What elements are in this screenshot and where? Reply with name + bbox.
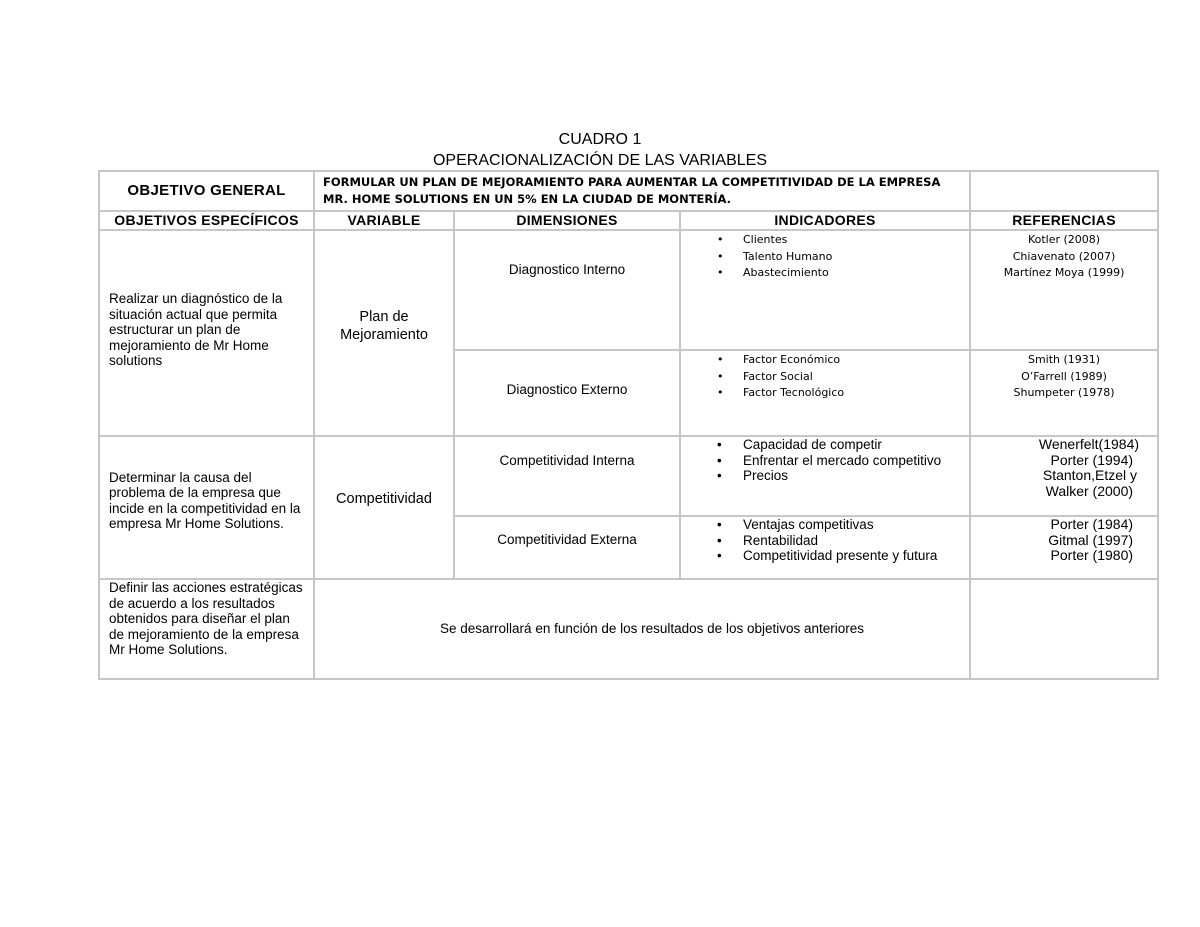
indicator-item: • Abastecimiento (743, 265, 969, 282)
indicator-item: • Clientes (743, 232, 969, 249)
objective-cell: Definir las acciones estratégicas de acuerdo a los resultados obtenidos para diseñar el plan de mejoramiento de la empresa Mr Home Solutions. (99, 579, 314, 679)
reference-item: Shumpeter (1978) (1013, 386, 1115, 399)
operationalization-table (98, 170, 1159, 680)
reference-item: Porter (1994) (1050, 451, 1134, 468)
references-empty-cell (970, 579, 1158, 679)
references-cell (970, 350, 1158, 436)
header-indicators: INDICADORES (680, 211, 970, 230)
dimension-cell: Diagnostico Externo (454, 350, 680, 436)
dimension-cell: Competitividad Externa (454, 516, 680, 579)
reference-item: Gitmal (1997) (1048, 531, 1134, 548)
indicator-item: • Enfrentar el mercado competitivo (743, 453, 969, 469)
header-references: REFERENCIAS (970, 211, 1158, 230)
general-objective-empty (970, 171, 1158, 211)
reference-item: Porter (1984) (1050, 516, 1134, 532)
reference-item: Smith (1931) (1027, 353, 1101, 366)
header-dimensions: DIMENSIONES (454, 211, 680, 230)
reference-item: Walker (2000) (1045, 482, 1134, 499)
indicators-cell (680, 436, 970, 516)
dimension-cell: Competitividad Interna (454, 436, 680, 516)
general-objective-label: OBJETIVO GENERAL (99, 171, 314, 211)
table-row (99, 436, 1158, 516)
note-cell: Se desarrollará en función de los resultados de los objetivos anteriores (314, 579, 970, 679)
table-row (99, 579, 1158, 679)
indicator-item: • Precios (743, 468, 969, 484)
general-objective-text: FORMULAR UN PLAN DE MEJORAMIENTO PARA AUMENTAR LA COMPETITIVIDAD DE LA EMPRESA MR. HOME SOLUTIONS EN UN 5% EN LA CIUDAD DE MONTERÍA. (314, 171, 970, 211)
indicator-item: • Factor Económico (743, 352, 969, 369)
reference-item: Stanton,Etzel y (1042, 467, 1138, 483)
document-subtitle: OPERACIONALIZACIÓN DE LAS VARIABLES (432, 152, 768, 169)
indicators-cell (680, 516, 970, 579)
dimension-cell: Diagnostico Interno (454, 230, 680, 350)
table-row (99, 230, 1158, 350)
indicator-item: • Factor Social (743, 369, 969, 386)
objective-cell (99, 436, 314, 579)
objective-text: Determinar la causa del problema de la empresa que incide en la competitividad en la empresa Mr Home Solutions. (109, 469, 301, 531)
reference-item: Chiavenato (2007) (1012, 249, 1116, 263)
document-title: CUADRO 1 (558, 131, 642, 148)
indicator-item: • Capacidad de competir (743, 437, 969, 453)
indicator-item: • Ventajas competitivas (743, 517, 969, 533)
header-row (99, 211, 1158, 230)
indicator-item: • Competitividad presente y futura (743, 548, 969, 564)
indicators-cell (680, 350, 970, 436)
indicator-list (681, 351, 969, 402)
references-cell (970, 436, 1158, 516)
general-objective-row (99, 171, 1158, 211)
reference-item: Porter (1980) (1050, 547, 1134, 563)
indicator-item: • Talento Humano (743, 249, 969, 266)
references-cell (970, 230, 1158, 350)
indicator-item: • Rentabilidad (743, 533, 969, 549)
reference-item: Wenerfelt(1984) (1038, 436, 1140, 452)
references-cell (970, 516, 1158, 579)
indicator-list (681, 517, 969, 564)
reference-item: Kotler (2008) (1027, 233, 1101, 246)
variable-cell (314, 230, 454, 436)
indicator-item: • Factor Tecnológico (743, 385, 969, 402)
objective-text: Realizar un diagnóstico de la situación actual que permita estructurar un plan de mejoramiento de Mr Home solutions (109, 291, 283, 369)
indicator-list (681, 437, 969, 484)
header-objectives: OBJETIVOS ESPECÍFICOS (99, 211, 314, 230)
reference-item: O’Farrell (1989) (1021, 369, 1107, 383)
objective-cell (99, 230, 314, 436)
variable-cell (314, 436, 454, 579)
reference-item: Martínez Moya (1999) (1003, 266, 1125, 279)
variable-text: Plan de Mejoramiento (340, 309, 428, 343)
header-variable: VARIABLE (314, 211, 454, 230)
variable-text: Competitividad (336, 490, 432, 507)
indicator-list (681, 231, 969, 282)
indicators-cell (680, 230, 970, 350)
